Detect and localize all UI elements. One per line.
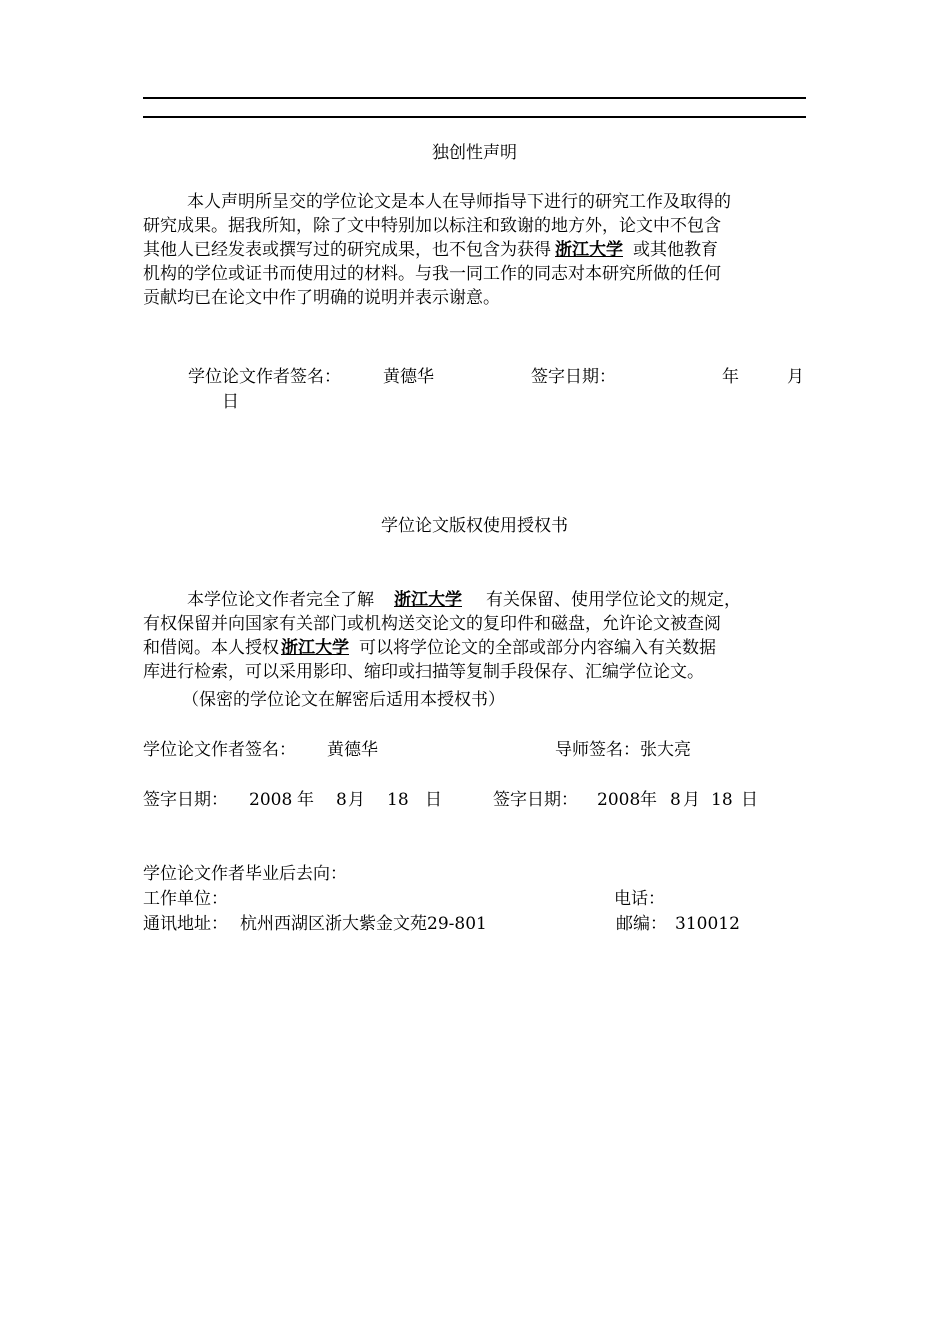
phone-label: 电话： <box>614 889 665 909</box>
declaration-signature-label: 学位论文作者签名： <box>188 367 341 387</box>
authorization-university-1: 浙江大学 <box>394 590 462 610</box>
declaration-line-3 <box>143 238 806 262</box>
authorization-university-2: 浙江大学 <box>281 638 349 658</box>
date1-label: 签字日期： <box>143 790 228 810</box>
declaration-month-label: 月 <box>787 367 804 387</box>
date2-label: 签字日期： <box>493 790 578 810</box>
date2-year: 2008 <box>597 790 641 810</box>
declaration-line-4: 机构的学位或证书而使用过的材料。与我一同工作的同志对本研究所做的任何 <box>143 264 721 284</box>
declaration-paragraph <box>143 190 806 310</box>
declaration-university: 浙江大学 <box>555 240 623 260</box>
authorization-paragraph <box>143 588 806 684</box>
header-rule-top <box>143 97 806 99</box>
date1-month: 8 <box>336 790 347 810</box>
authorization-line-1 <box>143 588 806 612</box>
authorization-author-signature-value: 黄德华 <box>327 740 378 760</box>
authorization-note: （保密的学位论文在解密后适用本授权书） <box>182 690 505 710</box>
declaration-date-label: 签字日期： <box>531 367 616 387</box>
date2-day: 18 <box>711 790 733 810</box>
declaration-line-2: 研究成果。据我所知，除了文中特别加以标注和致谢的地方外，论文中不包含 <box>143 216 721 236</box>
authorization-line-3-tail: 可以将学位论文的全部或部分内容编入有关数据 <box>359 638 716 658</box>
authorization-line-1-tail: 有关保留、使用学位论文的规定， <box>486 590 741 610</box>
work-unit-label: 工作单位： <box>143 889 228 909</box>
authorization-advisor-signature-value: 张大亮 <box>640 740 691 760</box>
authorization-line-1-text: 本学位论文作者完全了解 <box>187 590 374 610</box>
authorization-line-2: 有权保留并向国家有关部门或机构送交论文的复印件和磁盘，允许论文被查阅 <box>143 614 721 634</box>
address-value: 杭州西湖区浙大紫金文苑29-801 <box>240 914 487 934</box>
date1-month-unit: 月 <box>348 790 365 810</box>
declaration-year-label: 年 <box>722 367 739 387</box>
declaration-line-3-tail: 或其他教育 <box>633 240 718 260</box>
declaration-line-3-text: 其他人已经发表或撰写过的研究成果，也不包含为获得 <box>143 240 551 260</box>
authorization-advisor-signature-label: 导师签名： <box>555 740 640 760</box>
date2-month-unit: 月 <box>683 790 700 810</box>
declaration-signature-value: 黄德华 <box>383 367 434 387</box>
authorization-author-signature-label: 学位论文作者签名： <box>143 740 296 760</box>
declaration-title: 独创性声明 <box>432 143 517 163</box>
authorization-line-3 <box>143 636 806 660</box>
date1-year-unit: 年 <box>297 790 314 810</box>
date2-month: 8 <box>670 790 681 810</box>
authorization-line-3-text: 和借阅。本人授权 <box>143 638 279 658</box>
date2-year-unit: 年 <box>640 790 657 810</box>
address-label: 通讯地址： <box>143 914 228 934</box>
date1-day: 18 <box>387 790 409 810</box>
date1-day-unit: 日 <box>425 790 442 810</box>
postcode-value: 310012 <box>675 914 740 934</box>
authorization-title: 学位论文版权使用授权书 <box>381 516 568 536</box>
postcode-label: 邮编： <box>616 914 667 934</box>
header-rule-bottom <box>143 116 806 118</box>
declaration-line-5: 贡献均已在论文中作了明确的说明并表示谢意。 <box>143 288 500 308</box>
declaration-line-1: 本人声明所呈交的学位论文是本人在导师指导下进行的研究工作及取得的 <box>187 192 731 212</box>
declaration-day-label: 日 <box>222 392 239 412</box>
authorization-line-4: 库进行检索，可以采用影印、缩印或扫描等复制手段保存、汇编学位论文。 <box>143 662 704 682</box>
date1-year: 2008 <box>249 790 293 810</box>
post-graduation-heading: 学位论文作者毕业后去向： <box>143 864 347 884</box>
date2-day-unit: 日 <box>741 790 758 810</box>
